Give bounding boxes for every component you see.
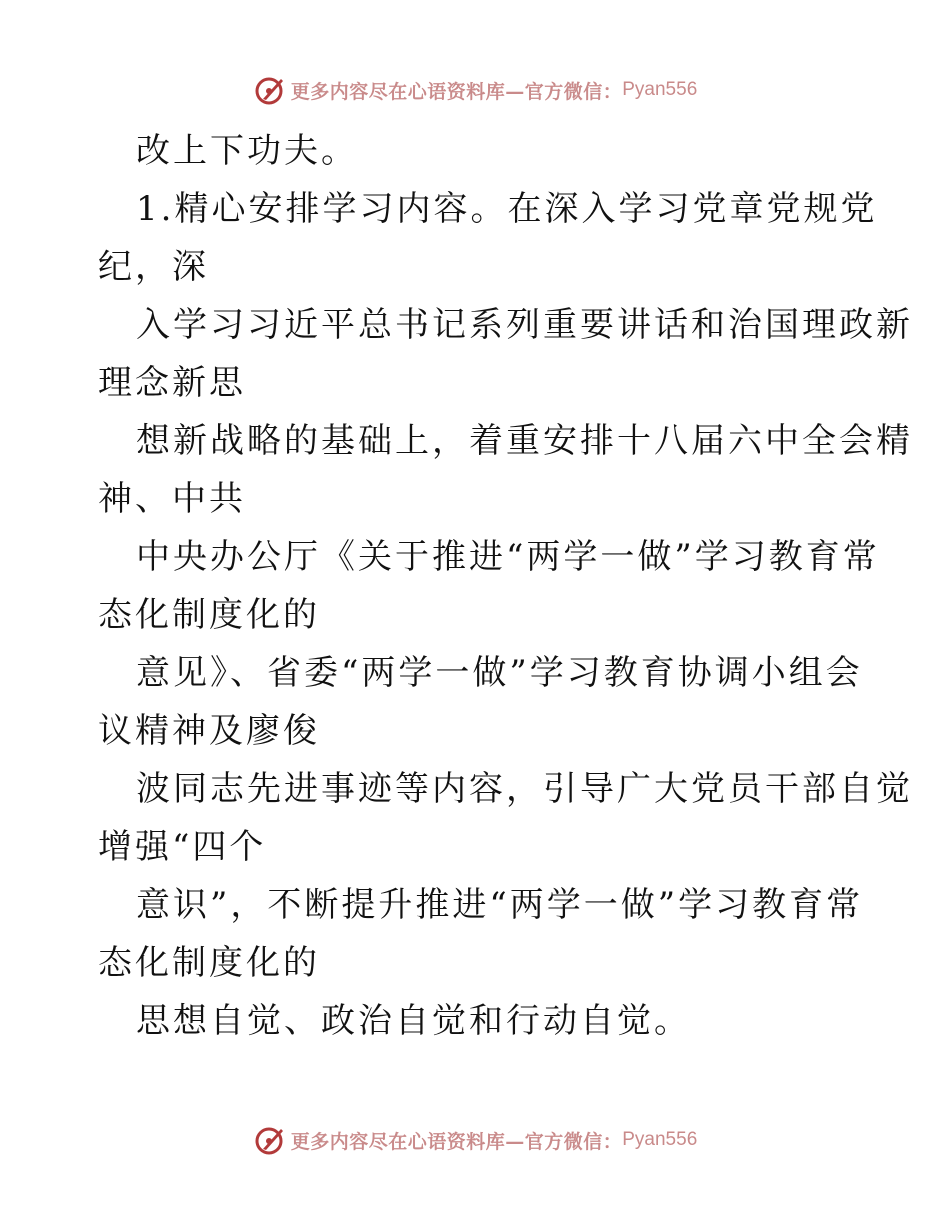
text-line: 改上下功夫。 (136, 131, 358, 171)
text-line: 态化制度化的 (98, 943, 320, 983)
text-line: 理念新思 (98, 363, 246, 403)
text-line: 纪，深 (98, 247, 209, 287)
text-line: 神、中共 (98, 479, 246, 519)
text-line: 波同志先进事迹等内容，引导广大党员干部自觉 (136, 769, 913, 809)
text-line: 1.精心安排学习内容。在深入学习党章党规党 (136, 189, 878, 229)
header-banner-text: 更多内容尽在心语资料库—官方微信： (290, 80, 623, 103)
text-line: 议精神及廖俊 (98, 711, 320, 751)
text-line: 思想自觉、政治自觉和行动自觉。 (136, 1001, 691, 1041)
text-line: 中央办公厅《关于推进“两学一做”学习教育常 (136, 537, 880, 577)
quill-logo-icon (253, 1123, 287, 1157)
header-watermark-banner (0, 70, 950, 110)
footer-banner-text: 更多内容尽在心语资料库—官方微信： (290, 1130, 623, 1153)
document-body (98, 122, 913, 1050)
footer-watermark-banner (0, 1120, 950, 1160)
footer-banner-handle: Pyan556 (622, 1129, 698, 1150)
text-line: 入学习习近平总书记系列重要讲话和治国理政新 (136, 305, 913, 345)
text-line: 意识”，不断提升推进“两学一做”学习教育常 (136, 885, 864, 925)
text-line: 增强“四个 (98, 827, 267, 867)
quill-logo-icon (253, 73, 287, 107)
text-line: 态化制度化的 (98, 595, 320, 635)
header-banner-handle: Pyan556 (622, 79, 698, 100)
text-line: 意见》、省委“两学一做”学习教育协调小组会 (136, 653, 863, 693)
text-line: 想新战略的基础上，着重安排十八届六中全会精 (136, 421, 913, 461)
